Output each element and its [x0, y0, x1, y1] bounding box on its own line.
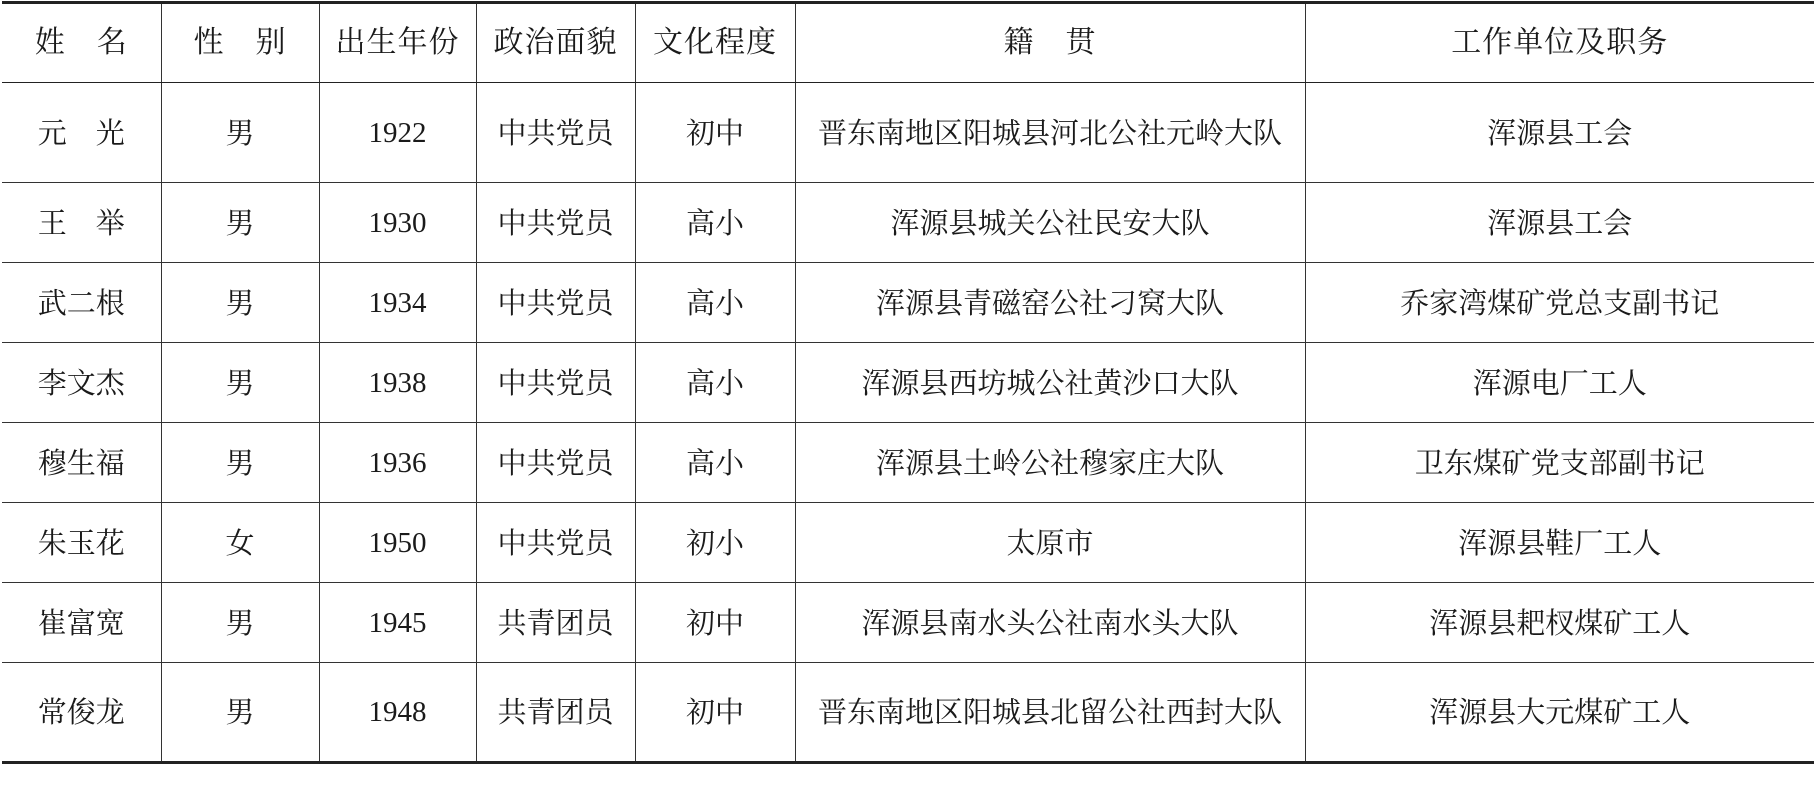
header-workplace-position: 工作单位及职务: [1305, 3, 1814, 83]
cell-work: 浑源电厂工人: [1305, 343, 1814, 423]
table-row: [2, 343, 1814, 423]
cell-work: 浑源县工会: [1305, 83, 1814, 183]
cell-hometown: 晋东南地区阳城县北留公社西封大队: [795, 663, 1305, 763]
table-row: [2, 583, 1814, 663]
document-page: [0, 1, 1816, 789]
header-gender: 性 别: [161, 3, 319, 83]
cell-work: 浑源县鞋厂工人: [1305, 503, 1814, 583]
cell-name: 武二根: [2, 263, 161, 343]
cell-education: 高小: [635, 263, 795, 343]
cell-year: 1945: [319, 583, 476, 663]
cell-education: 高小: [635, 183, 795, 263]
cell-gender: 男: [161, 263, 319, 343]
roster-table: [2, 1, 1814, 764]
cell-hometown: 浑源县南水头公社南水头大队: [795, 583, 1305, 663]
cell-work: 卫东煤矿党支部副书记: [1305, 423, 1814, 503]
cell-gender: 男: [161, 583, 319, 663]
cell-political: 中共党员: [476, 503, 635, 583]
cell-hometown: 太原市: [795, 503, 1305, 583]
table-row: [2, 423, 1814, 503]
cell-education: 高小: [635, 423, 795, 503]
cell-year: 1948: [319, 663, 476, 763]
cell-education: 初中: [635, 663, 795, 763]
cell-name: 穆生福: [2, 423, 161, 503]
cell-gender: 男: [161, 663, 319, 763]
cell-gender: 女: [161, 503, 319, 583]
cell-work: 浑源县耙杈煤矿工人: [1305, 583, 1814, 663]
cell-gender: 男: [161, 343, 319, 423]
cell-political: 共青团员: [476, 583, 635, 663]
cell-political: 中共党员: [476, 83, 635, 183]
cell-political: 中共党员: [476, 263, 635, 343]
header-birth-year: 出生年份: [319, 3, 476, 83]
cell-name: 王 举: [2, 183, 161, 263]
cell-hometown: 浑源县西坊城公社黄沙口大队: [795, 343, 1305, 423]
cell-gender: 男: [161, 83, 319, 183]
cell-name: 李文杰: [2, 343, 161, 423]
cell-name: 元 光: [2, 83, 161, 183]
cell-work: 乔家湾煤矿党总支副书记: [1305, 263, 1814, 343]
cell-education: 高小: [635, 343, 795, 423]
cell-year: 1930: [319, 183, 476, 263]
header-name: 姓 名: [2, 3, 161, 83]
cell-hometown: 浑源县青磁窑公社刁窝大队: [795, 263, 1305, 343]
cell-year: 1934: [319, 263, 476, 343]
header-political-status: 政治面貌: [476, 3, 635, 83]
cell-education: 初中: [635, 583, 795, 663]
cell-name: 常俊龙: [2, 663, 161, 763]
cell-hometown: 浑源县城关公社民安大队: [795, 183, 1305, 263]
cell-gender: 男: [161, 183, 319, 263]
cell-education: 初小: [635, 503, 795, 583]
cell-gender: 男: [161, 423, 319, 503]
header-hometown: 籍 贯: [795, 3, 1305, 83]
table-row: [2, 503, 1814, 583]
cell-work: 浑源县大元煤矿工人: [1305, 663, 1814, 763]
cell-political: 共青团员: [476, 663, 635, 763]
cell-year: 1922: [319, 83, 476, 183]
cell-name: 崔富宽: [2, 583, 161, 663]
cell-year: 1950: [319, 503, 476, 583]
cell-education: 初中: [635, 83, 795, 183]
table-row: [2, 183, 1814, 263]
cell-political: 中共党员: [476, 183, 635, 263]
table-row: [2, 83, 1814, 183]
table-row: [2, 663, 1814, 763]
header-row: [2, 3, 1814, 83]
cell-year: 1936: [319, 423, 476, 503]
cell-name: 朱玉花: [2, 503, 161, 583]
cell-political: 中共党员: [476, 343, 635, 423]
cell-work: 浑源县工会: [1305, 183, 1814, 263]
header-education: 文化程度: [635, 3, 795, 83]
table-row: [2, 263, 1814, 343]
cell-hometown: 浑源县土岭公社穆家庄大队: [795, 423, 1305, 503]
cell-political: 中共党员: [476, 423, 635, 503]
cell-year: 1938: [319, 343, 476, 423]
cell-hometown: 晋东南地区阳城县河北公社元岭大队: [795, 83, 1305, 183]
